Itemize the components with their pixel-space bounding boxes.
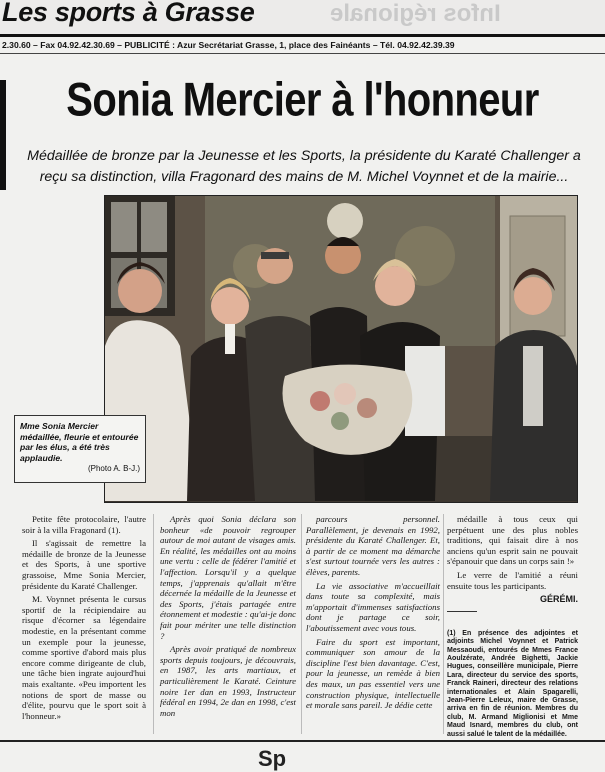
photo-caption (14, 415, 146, 483)
next-article-cut-text: Sp (258, 746, 287, 771)
paragraph: La vie associative m'accueillait dans toute sa complexité, mais m'apportait d'immenses satisfactions dont je partage ce soir, l'aboutissement avec vous tous. (306, 580, 440, 633)
column-divider (443, 514, 444, 734)
subheadline: Médaillée de bronze par la Jeunesse et les Sports, la présidente du Karaté Challenger a reçu sa distinction, villa Fragonard des mains de M. Michel Voynnet et de la mairie... (27, 148, 581, 185)
paragraph: Après quoi Sonia déclara son bonheur «de pouvoir regrouper autour de moi autant de visages amis. En réalité, les médailles ont au moins une vertu : celle de fédérer l'amitié et l'affection. Lorsqu'il y a quelque temps, j'apprenais qu'allait m'être décernée la médaille de la Jeunesse et des Sports, j'étais partagée entre étonnement et modestie : qu'ai-je donc fait pour mériter une telle distinction ? (160, 514, 296, 641)
column-divider (301, 514, 302, 734)
article-column-2 (160, 514, 296, 721)
paragraph: Petite fête protocolaire, l'autre soir à la villa Fragonard (1). (22, 514, 146, 535)
bleed-through-text: Infos régionale (330, 0, 501, 27)
paragraph: Après avoir pratiqué de nombreux sports depuis toujours, je découvrais, en 1987, les arts martiaux, et particulièrement le Karaté. Ceinture noire 1er dan en 1993, Instructeur fédéral en 1994, 2e dan en 1998, c'est mon (160, 644, 296, 718)
photo-credit: (Photo A. B-J.) (87, 464, 140, 473)
headline: Sonia Mercier à l'honneur (66, 74, 539, 126)
contact-line: 2.30.60 – Fax 04.92.42.30.69 – PUBLICITÉ : Azur Secrétariat Grasse, 1, place des Fainéants – Tél. 04.92.42.39.39 (2, 40, 455, 50)
paragraph: médaille à tous ceux qui perpétuent une des plus nobles traditions, qui faisait dire à nos anciens qu'un esprit sain ne pouvait s'épanouir que dans un corps sain !» (447, 514, 578, 567)
paragraph: Faire du sport est important, communiquer son amour de la discipline l'est bien davantage. C'est, pour la jeunesse, un remède à bien des maux, un pas essentiel vers une construction physique, intellectuelle et morale sans pareil. Je dédie cette (306, 636, 440, 711)
paragraph: Le verre de l'amitié a réuni ensuite tous les participants. (447, 569, 578, 591)
author-signature: GÉRÉMI. (539, 594, 578, 605)
footnote: (1) En présence des adjointes et adjoints Michel Voynnet et Patrick Messaoudi, entourés de Mmes France Aoulzérate, Andrée Bighetti, Jackie Hugues, conseillère municipale, Pierre Lara, directeur du service des sports, Franck Raineri, directeur des relations internationales et Alain Spagarelli, Jean-Pierre Leleux, maire de Grasse, arriva en fin de réunion. Membres du club, M. Armand Miglionisi et Mme Maud Isnard, membres du club, ont aussi salué le talent de la médaillée. (447, 629, 578, 738)
photo-illustration (105, 196, 577, 502)
header-rule (0, 34, 605, 37)
paragraph: parcours personnel. Parallèlement, je devenais en 1992, présidente du Karaté Challenger. Et, à partir de ce moment ma démarche s'est surtout tournée vers les autres : élèves, parents. (306, 514, 440, 577)
article-column-4 (447, 514, 578, 739)
bottom-rule (0, 740, 605, 742)
column-divider (153, 514, 154, 734)
article-column-1 (22, 514, 146, 724)
section-title: Les sports à Grasse (2, 0, 255, 27)
caption-text: Mme Sonia Mercier médaillée, fleurie et entourée par les élus, a été très applaudie. (20, 421, 139, 463)
paragraph: Il s'agissait de remettre la médaille de bronze de la Jeunesse et des Sports, à une sportive grassoise, Mme Sonia Mercier, présidente du Karaté Challenger. (22, 538, 146, 591)
contact-rule (0, 53, 605, 54)
paragraph: M. Voynnet présenta le cursus sportif de la récipiendaire au risque d'écorner sa légendaire modestie, en la présentant comme un exemple pour la jeunesse, comme sportive d'abord mais plus encore comme dirigeante de club, une tâche bien ingrate aujourd'hui mais exaltante. «Peu importent les notions de sport de masse ou d'élite, pourvu que le sport soit à l'honneur.» (22, 594, 146, 721)
footnote-rule (447, 611, 477, 612)
article-column-3 (306, 514, 440, 714)
article-photo (104, 195, 578, 503)
header-band (0, 0, 605, 34)
